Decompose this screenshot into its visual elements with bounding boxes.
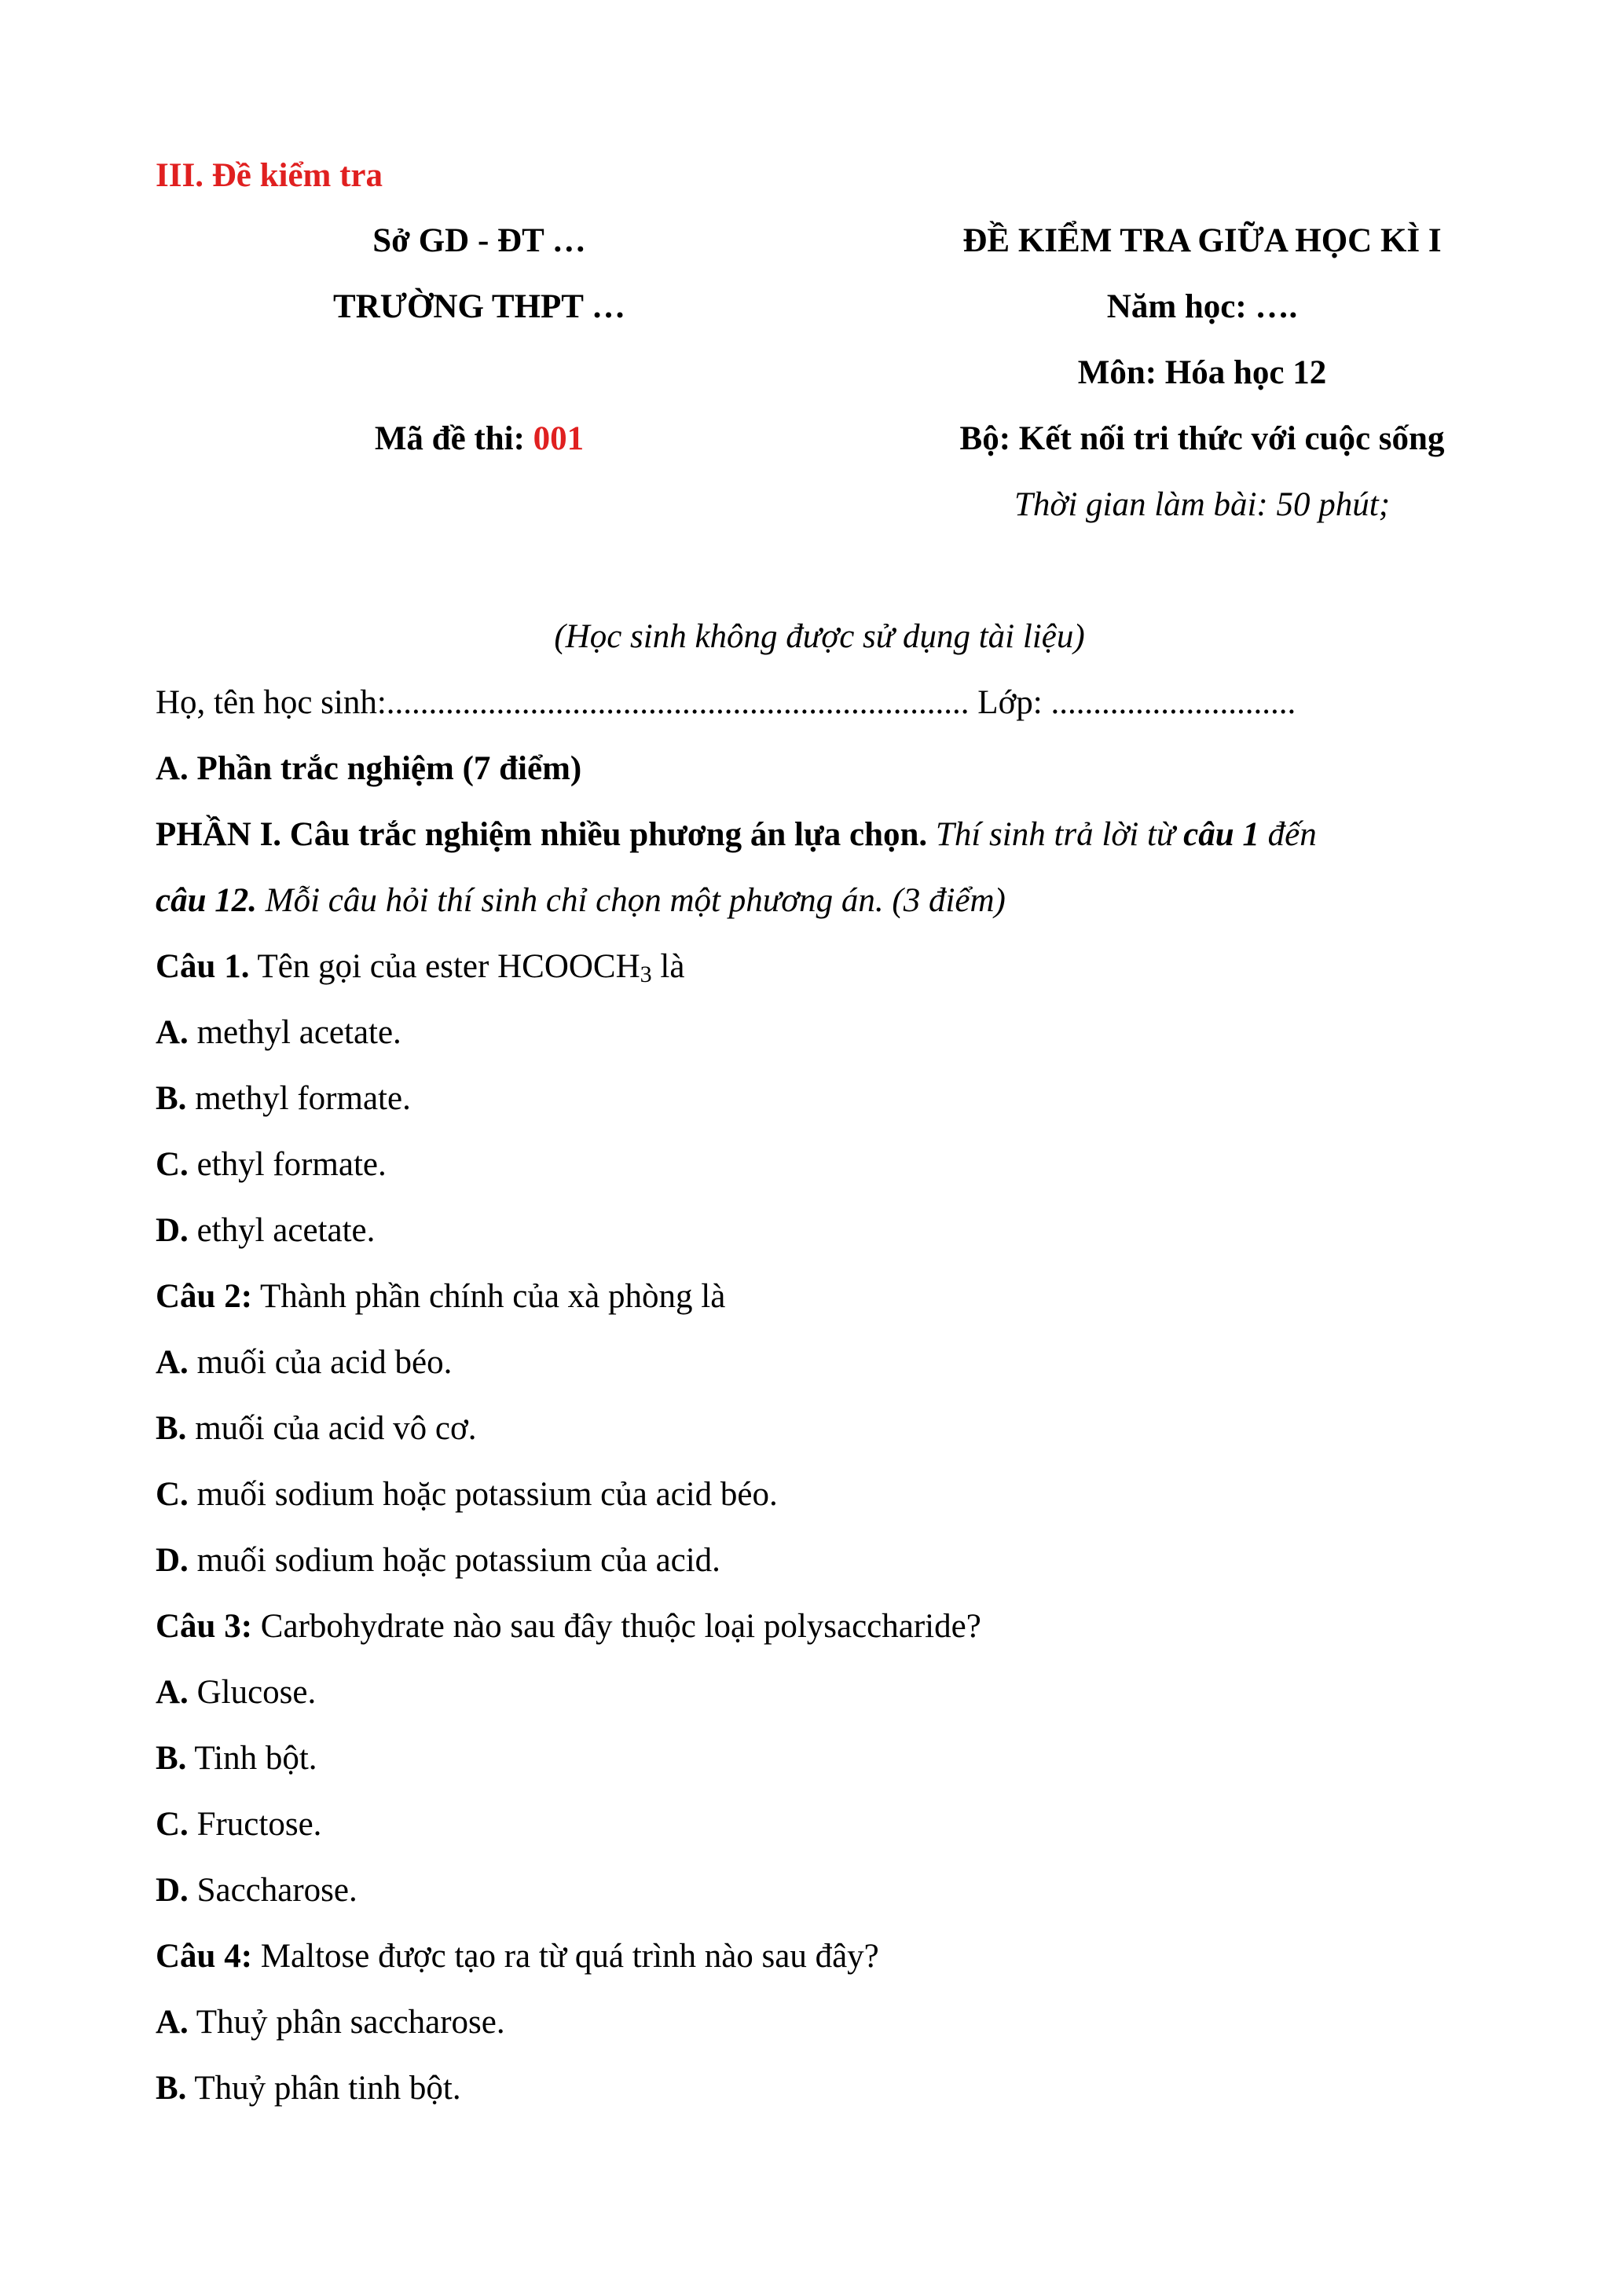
answer-option: [156, 1671, 316, 1715]
option-text: ethyl acetate.: [188, 1212, 376, 1249]
answer-option: [156, 1143, 387, 1187]
exam-code: 001: [533, 420, 585, 457]
option-text: methyl formate.: [186, 1080, 411, 1117]
option-text: Glucose.: [188, 1674, 317, 1711]
textbook-series: Bộ: Kết nối tri thức với cuộc sống: [959, 420, 1445, 457]
part-1-instruction-last: câu 12.: [156, 882, 257, 919]
part-1-heading: PHẦN I. Câu trắc nghiệm nhiều phương án lựa chọn.: [156, 816, 928, 853]
option-key: C.: [156, 1476, 189, 1513]
option-text: muối sodium hoặc potassium của acid béo.: [188, 1476, 778, 1513]
option-key: B.: [156, 2070, 187, 2107]
exam-title: ĐỀ KIỂM TRA GIỮA HỌC KÌ I: [962, 222, 1442, 259]
question-2: [156, 1275, 725, 1319]
part-1-instructions-line2: [156, 879, 1006, 923]
option-key: C.: [156, 1146, 189, 1183]
school-name: TRƯỜNG THPT …: [333, 288, 625, 325]
question-4: [156, 1935, 879, 1979]
question-label: Câu 1.: [156, 948, 250, 985]
option-text: methyl acetate.: [188, 1014, 401, 1051]
department-name: Sở GD - ĐT …: [372, 222, 586, 259]
part-1-instruction-rest: Mỗi câu hỏi thí sinh chỉ chọn một phương án. (3 điểm): [257, 882, 1006, 919]
exam-code-label: Mã đề thi:: [374, 420, 533, 457]
answer-option: [156, 1539, 720, 1583]
part-1-instruction-to: đến: [1259, 816, 1317, 853]
question-3: [156, 1605, 981, 1649]
answer-option: [156, 1077, 411, 1121]
question-label: Câu 3:: [156, 1608, 253, 1645]
option-key: A.: [156, 1344, 189, 1381]
option-key: D.: [156, 1212, 189, 1249]
option-text: Fructose.: [188, 1806, 322, 1843]
school-year: Năm học: ….: [1106, 288, 1298, 325]
option-key: A.: [156, 2004, 189, 2041]
option-key: A.: [156, 1014, 189, 1051]
answer-option: [156, 1869, 357, 1913]
part-1-instruction-from: câu 1: [1183, 816, 1259, 853]
option-text: muối sodium hoặc potassium của acid.: [188, 1542, 720, 1579]
option-text: muối của acid béo.: [188, 1344, 453, 1381]
answer-option: [156, 1803, 321, 1847]
option-key: B.: [156, 1410, 187, 1447]
question-text: Carbohydrate nào sau đây thuộc loại polysaccharide?: [252, 1608, 981, 1645]
student-info-line: Họ, tên học sinh:..................................................................... Lớp: .............................: [156, 684, 1296, 721]
answer-option: [156, 1341, 452, 1385]
part-1-instruction-text: Thí sinh trả lời từ: [927, 816, 1184, 853]
section-title: III. Đề kiểm tra: [156, 157, 383, 194]
exam-code-line: [236, 417, 723, 461]
option-key: B.: [156, 1740, 187, 1777]
question-label: Câu 4:: [156, 1938, 253, 1975]
option-key: D.: [156, 1542, 189, 1579]
option-text: Thuỷ phân tinh bột.: [186, 2070, 461, 2107]
subject: Môn: Hóa học 12: [1077, 354, 1327, 391]
question-text: Tên gọi của ester HCOOCH: [249, 948, 640, 985]
subscript: 3: [640, 961, 652, 987]
question-text: Maltose được tạo ra từ quá trình nào sau đây?: [252, 1938, 879, 1975]
option-key: B.: [156, 1080, 187, 1117]
option-text: muối của acid vô cơ.: [186, 1410, 477, 1447]
exam-note: (Học sinh không được sử dụng tài liệu): [554, 618, 1085, 655]
option-key: C.: [156, 1806, 189, 1843]
answer-option: [156, 1011, 401, 1055]
answer-option: [156, 2067, 461, 2111]
question-text-end: là: [651, 948, 685, 985]
question-text: Thành phần chính của xà phòng là: [252, 1278, 726, 1315]
part-1-instructions-line1: [156, 813, 1472, 857]
part-a-heading: A. Phần trắc nghiệm (7 điểm): [156, 750, 582, 787]
option-text: Thuỷ phân saccharose.: [188, 2004, 505, 2041]
answer-option: [156, 1737, 317, 1781]
option-key: A.: [156, 1674, 189, 1711]
answer-option: [156, 1473, 778, 1517]
exam-duration: Thời gian làm bài: 50 phút;: [1014, 486, 1391, 523]
question-1: [156, 945, 684, 989]
answer-option: [156, 2001, 505, 2045]
answer-option: [156, 1407, 476, 1451]
question-label: Câu 2:: [156, 1278, 253, 1315]
option-key: D.: [156, 1872, 189, 1909]
option-text: Tinh bột.: [186, 1740, 317, 1777]
option-text: Saccharose.: [188, 1872, 357, 1909]
option-text: ethyl formate.: [188, 1146, 387, 1183]
answer-option: [156, 1209, 375, 1253]
